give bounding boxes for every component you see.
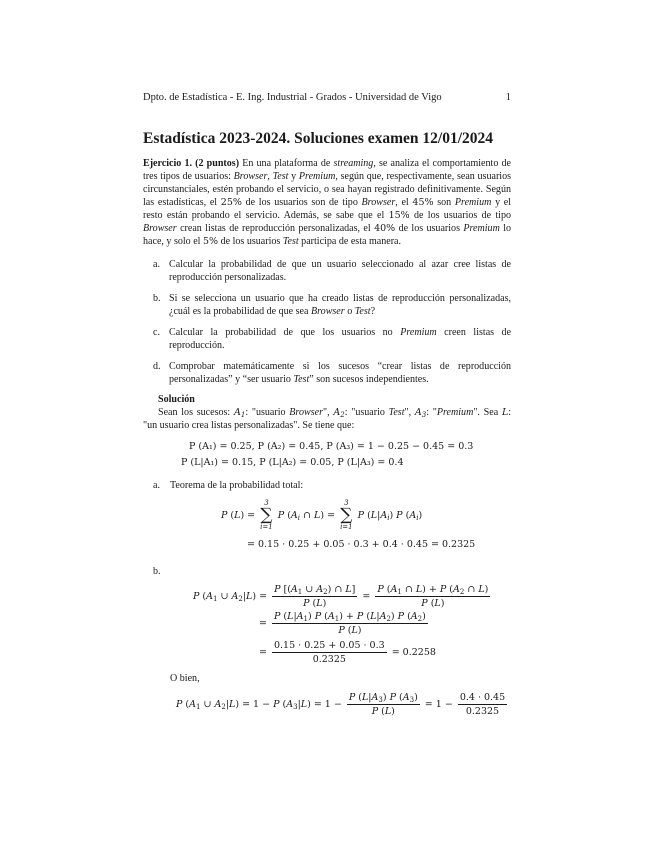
part-a: a. Calcular la probabilidad de que un usuario seleccionado al azar cree listas de reproducción personalizadas. xyxy=(153,259,511,283)
solution-a-text: Teorema de la probabilidad total: xyxy=(170,480,304,491)
given-probabilities-eq: P (A₁) = 0.25, P (A₂) = 0.45, P (A₃) = 1 − 0.25 − 0.45 = 0.3 xyxy=(189,441,474,452)
running-header xyxy=(143,92,511,103)
solution-a-label: a. xyxy=(153,480,160,491)
part-d: d. Comprobar matemáticamente si los sucesos “crear listas de reproducción personalizadas” y “ser usuario Test” son sucesos independientes. xyxy=(153,361,511,385)
exercise-parts-list xyxy=(153,258,511,394)
o-bien-text: O bien, xyxy=(170,673,200,684)
total-probability-eq: P (L) = 3 ∑ i=1 P ($A_i$ ∩ L) = 3 ∑ i=1 P $(L|A_i)$ P $(A_i)$ xyxy=(221,499,423,531)
conditional-probabilities-eq: P (L|A₁) = 0.15, P (L|A₂) = 0.05, P (L|A₃) = 0.4 xyxy=(181,457,404,468)
running-title: Dpto. de Estadística - E. Ing. Industrial - Grados - Universidad de Vigo xyxy=(143,92,442,103)
page-number: 1 xyxy=(505,92,511,103)
solution-b-label: b. xyxy=(153,566,161,577)
complement-eq: P ($A_1$ ∪ $A_2|L) = 1 - P$ $(A_3|L) = 1$ − $\frac{P (L|A_3) P (A_3)}{P (L)}$ = 1 − $\frac{0.4 \cdot 0.45}{0.2325}$ xyxy=(176,692,506,717)
exercise-label: Ejercicio 1. (2 puntos) xyxy=(143,158,240,169)
solution-heading: Solución xyxy=(158,394,195,405)
solution-events-text: Sean los sucesos: $A_1$: "usuario Browser", $A_2$: "usuario Test", $A_3$: "Premium". Sea L: "un usuario crea listas personalizadas". Se tiene que: xyxy=(143,407,512,431)
bayes-eq-line1: P ($A_1$ ∪ $A_2|L$) = $\frac{P [(A_1 \cup A_2) \cap L]}{P (L)}$ = $\frac{P (A_1 \cap L) + P (A_2 \cap L)}{P (L)}$ xyxy=(193,584,489,609)
bayes-eq-line3: = $\frac{0.15 \cdot 0.25 + 0.05 \cdot 0.3}{0.2325}$ = 0.2258 xyxy=(259,640,436,665)
part-b: b. Si se selecciona un usuario que ha creado listas de reproducción personalizadas, ¿cuál es la probabilidad de que sea Browser o Test? xyxy=(153,293,511,317)
bayes-eq-line2: = $\frac{P (L|A_1) P (A_1) + P (L|A_2) P (A_2)}{P (L)}$ xyxy=(259,611,426,636)
document-page xyxy=(143,0,515,848)
exercise-statement: Ejercicio 1. (2 puntos) En una plataforma de streaming, se analiza el comportamiento de tres tipos de usuarios: Browser, Test y Premium, según que, respectivamente, sean usuarios circunstanciales, estén probando el servicio, o sea hayan registrado definitivamente. Según las estadísticas, el 25% de los usuarios son de tipo Browser, el 45% son Premium y el resto están probando el servicio. Además, se sabe que el 15% de los usuarios de tipo Browser crean listas de reproducción personalizadas, el 40% de los usuarios Premium lo hace, y solo el 5% de los usuarios Test participa de esta manera. xyxy=(143,158,512,247)
part-c: c. Calcular la probabilidad de que los usuarios no Premium creen listas de reproducción. xyxy=(153,327,512,351)
total-probability-result: = 0.15 · 0.25 + 0.05 · 0.3 + 0.4 · 0.45 = 0.2325 xyxy=(247,539,476,550)
page-title: Estadística 2023-2024. Soluciones examen 12/01/2024 xyxy=(143,130,494,147)
